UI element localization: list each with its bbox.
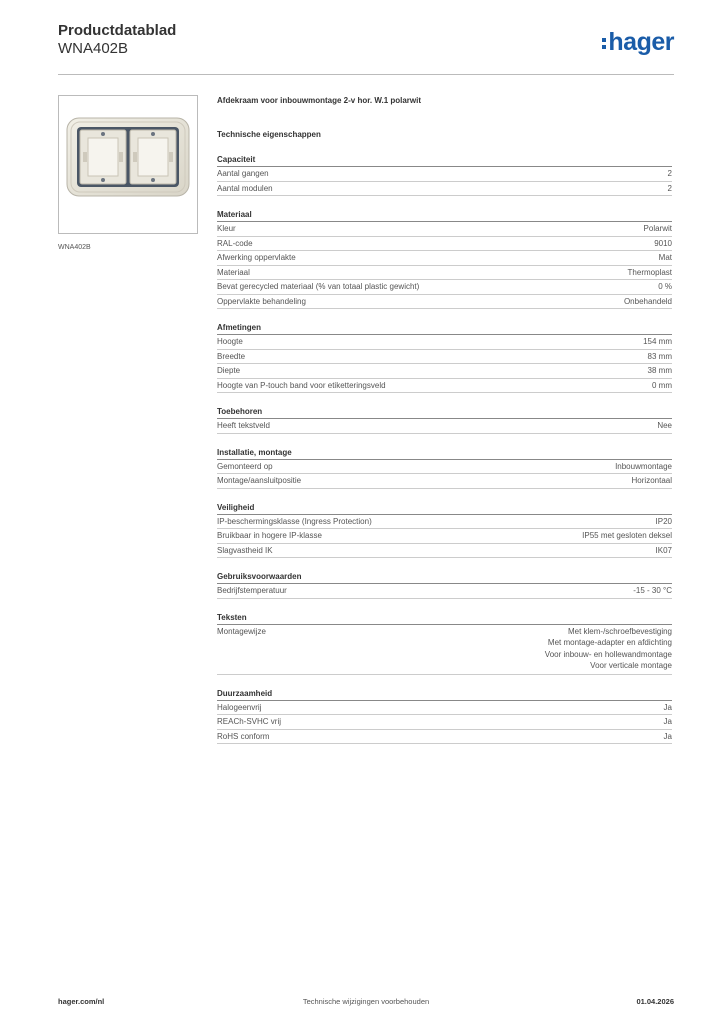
- spec-label: Breedte: [217, 351, 246, 361]
- spec-value: Inbouwmontage: [615, 461, 672, 471]
- spec-row: [217, 715, 672, 730]
- spec-label: Slagvastheid IK: [217, 545, 273, 555]
- spec-section: [217, 501, 672, 559]
- spec-row: [217, 295, 672, 310]
- spec-value: 38 mm: [647, 366, 672, 375]
- spec-label: Aantal gangen: [217, 169, 269, 178]
- spec-label: Heeft tekstveld: [217, 421, 270, 430]
- spec-row: [217, 701, 672, 716]
- spec-value-line: Voor verticale montage: [590, 661, 672, 670]
- spec-row: [217, 251, 672, 266]
- section-title: Duurzaamheid: [217, 687, 672, 701]
- spec-label: Bruikbaar in hogere IP-klasse: [217, 531, 322, 540]
- spec-label: Gemonteerd op: [217, 461, 273, 471]
- tech-title: Technische eigenschappen: [217, 130, 321, 139]
- spec-value: Ja: [663, 717, 672, 726]
- spec-row: [217, 460, 672, 475]
- spec-label: Bevat gerecycled materiaal (% van totaal plastic gewicht): [217, 282, 420, 291]
- spec-label: IP-beschermingsklasse (Ingress Protection): [217, 516, 372, 526]
- spec-value: Mat: [658, 253, 672, 262]
- spec-section: [217, 446, 672, 489]
- spec-value: Thermoplast: [627, 267, 672, 277]
- spec-value: [545, 625, 672, 672]
- product-image: [58, 95, 198, 234]
- footer-website: hager.com/nl: [58, 997, 105, 1006]
- spec-row: [217, 182, 672, 197]
- spec-value: Ja: [663, 731, 672, 741]
- spec-value: Nee: [657, 421, 672, 430]
- spec-label: Montage/aansluitpositie: [217, 476, 302, 485]
- spec-row: [217, 625, 672, 675]
- spec-row: [217, 222, 672, 237]
- spec-row: [217, 474, 672, 489]
- spec-value: Horizontaal: [631, 476, 672, 485]
- spec-section: [217, 687, 672, 745]
- spec-section: [217, 611, 672, 675]
- logo-dots-icon: [602, 38, 606, 49]
- spec-label: RAL-code: [217, 238, 253, 248]
- spec-section: [217, 321, 672, 393]
- spec-label: Montagewijze: [217, 626, 266, 636]
- spec-row: [217, 544, 672, 559]
- spec-value: 83 mm: [647, 351, 672, 361]
- section-title: Veiligheid: [217, 501, 672, 515]
- product-code: WNA402B: [58, 40, 129, 57]
- spec-label: Afwerking oppervlakte: [217, 253, 296, 262]
- spec-value: 9010: [654, 238, 672, 248]
- spec-label: Hoogte van P-touch band voor etiketteringsveld: [217, 380, 386, 390]
- spec-label: Diepte: [217, 366, 241, 375]
- section-title: Materiaal: [217, 208, 672, 222]
- spec-row: [217, 730, 672, 745]
- spec-row: [217, 419, 672, 434]
- spec-value: Polarwit: [643, 224, 672, 233]
- spec-value: IP55 met gesloten deksel: [582, 531, 672, 540]
- product-name: Afdekraam voor inbouwmontage 2-v hor. W.1 polarwit: [217, 96, 422, 105]
- logo-text: hager: [608, 27, 674, 56]
- spec-value: Ja: [663, 702, 672, 712]
- spec-label: Aantal modulen: [217, 183, 273, 193]
- section-title: Gebruiksvoorwaarden: [217, 570, 672, 584]
- page-title: Productdatablad: [58, 22, 177, 39]
- section-title: Teksten: [217, 611, 672, 625]
- spec-value: IK07: [655, 545, 672, 555]
- header-divider: [58, 74, 674, 75]
- spec-value-line: Voor inbouw- en hollewandmontage: [544, 649, 672, 659]
- double-frame-image-icon: [59, 96, 197, 233]
- spec-label: Materiaal: [217, 267, 250, 277]
- spec-value-line: Met montage-adapter en afdichting: [547, 638, 672, 647]
- spec-value: -15 - 30 °C: [633, 586, 672, 595]
- spec-row: [217, 529, 672, 544]
- product-image-caption: WNA402B: [58, 244, 91, 251]
- spec-section: [217, 405, 672, 434]
- spec-row: [217, 584, 672, 599]
- spec-value: 2: [667, 169, 672, 178]
- spec-sections: [217, 153, 672, 744]
- spec-value: Onbehandeld: [623, 296, 672, 306]
- spec-label: Bedrijfstemperatuur: [217, 586, 287, 595]
- spec-label: REACh-SVHC vrij: [217, 717, 282, 726]
- spec-label: Oppervlakte behandeling: [217, 296, 306, 306]
- spec-row: [217, 515, 672, 530]
- spec-value: 0 mm: [652, 380, 672, 390]
- spec-value: 0 %: [658, 282, 672, 291]
- spec-row: [217, 335, 672, 350]
- spec-sheet: [217, 95, 672, 744]
- spec-label: RoHS conform: [217, 731, 270, 741]
- spec-row: [217, 266, 672, 281]
- spec-row: [217, 379, 672, 394]
- spec-section: [217, 208, 672, 309]
- spec-value: 154 mm: [643, 337, 672, 346]
- spec-value: 2: [667, 183, 672, 193]
- footer-date: 01.04.2026: [636, 997, 674, 1006]
- spec-row: [217, 167, 672, 182]
- spec-value: IP20: [655, 516, 672, 526]
- section-title: Installatie, montage: [217, 446, 672, 460]
- hager-logo: [602, 27, 674, 57]
- spec-row: [217, 350, 672, 365]
- section-title: Toebehoren: [217, 405, 672, 419]
- spec-row: [217, 237, 672, 252]
- spec-label: Kleur: [217, 224, 236, 233]
- footer-disclaimer: Technische wijzigingen voorbehouden: [302, 997, 430, 1006]
- spec-row: [217, 364, 672, 379]
- section-title: Afmetingen: [217, 321, 672, 335]
- spec-label: Halogeenvrij: [217, 702, 262, 712]
- spec-section: [217, 153, 672, 196]
- spec-row: [217, 280, 672, 295]
- spec-value-line: Met klem-/schroefbevestiging: [567, 626, 672, 636]
- spec-section: [217, 570, 672, 599]
- spec-label: Hoogte: [217, 337, 243, 346]
- section-title: Capaciteit: [217, 153, 672, 167]
